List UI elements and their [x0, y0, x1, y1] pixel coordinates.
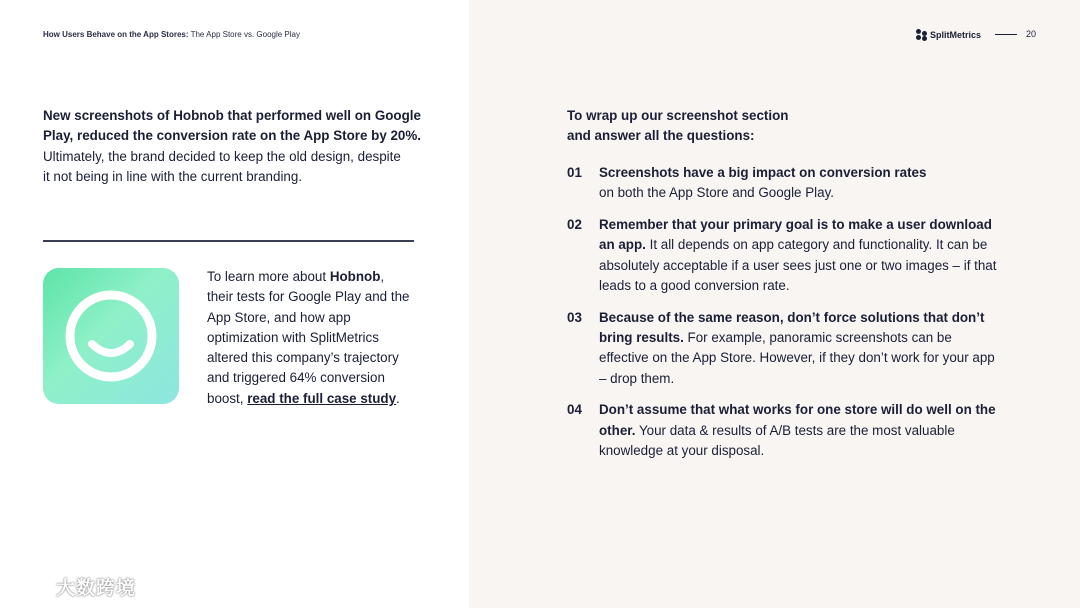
wrap-up-title-line: To wrap up our screenshot section: [567, 108, 789, 123]
header-divider: [995, 34, 1017, 35]
intro-paragraph: [43, 106, 423, 187]
takeaway-heading: Because of the same reason, don’t force solutions that don’t bring results.: [599, 309, 985, 346]
promo-text: , their tests for Google Play and the App Store, and how app optimization with SplitMetrics altered this company’s trajectory and triggered 64% conversion boost,: [207, 269, 410, 406]
takeaway-text: on both the App Store and Google Play.: [599, 185, 835, 201]
takeaway-text: Your data & results of A/B tests are the most valuable knowledge at your disposal.: [599, 422, 955, 459]
intro-bold-line: New screenshots of Hobnob that performed well on Google: [43, 108, 421, 123]
watermark-text: 大数跨境: [56, 578, 137, 599]
brand: [916, 27, 981, 43]
takeaway-text: For example, panoramic screenshots can be effective on the App Store. However, if they don’t work for your app – drop them.: [599, 330, 995, 386]
intro-line: Ultimately, the brand decided to keep the old design, despite: [43, 148, 401, 164]
takeaway-item: [567, 163, 997, 204]
case-study-promo: [207, 267, 412, 409]
takeaway-number: 04: [567, 402, 582, 418]
takeaway-number: 01: [567, 165, 582, 180]
promo-end: .: [396, 390, 400, 406]
splitmetrics-logo-icon: [916, 29, 927, 41]
promo-brand: Hobnob: [329, 269, 381, 284]
breadcrumb-subtitle: The App Store vs. Google Play: [190, 30, 300, 39]
takeaway-list: [567, 163, 997, 473]
wrap-up-title-line: and answer all the questions:: [567, 128, 755, 144]
watermark-logo-icon: [8, 574, 50, 600]
takeaway-heading: Screenshots have a big impact on conversion rates: [599, 165, 927, 180]
takeaway-number: 02: [567, 217, 582, 233]
breadcrumb-section: How Users Behave on the App Stores:: [43, 30, 189, 39]
takeaway-heading: Remember that your primary goal is to make a user download an app.: [599, 217, 992, 253]
brand-name: SplitMetrics: [930, 30, 982, 40]
smiley-ring-icon: [43, 268, 179, 404]
page-number: 20: [1026, 29, 1037, 39]
case-study-link[interactable]: read the full case study: [247, 390, 397, 406]
takeaway-item: [567, 215, 997, 296]
section-divider: [43, 240, 414, 242]
intro-bold-line: Play, reduced the conversion rate on the App Store by 20%.: [43, 128, 422, 144]
takeaway-item: [567, 308, 997, 389]
promo-text: To learn more about: [207, 269, 330, 284]
takeaway-number: 03: [567, 309, 582, 325]
takeaway-item: [567, 400, 997, 461]
intro-line: it not being in line with the current branding.: [43, 168, 303, 184]
hobnob-app-icon: [43, 268, 179, 404]
takeaway-text: It all depends on app category and functionality. It can be absolutely acceptable if a user sees just one or two images – if that leads to a good conversion rate.: [599, 237, 997, 293]
watermark: [8, 573, 136, 600]
wrap-up-title: [567, 106, 867, 147]
takeaway-heading: Don’t assume that what works for one store will do well on the other.: [599, 402, 996, 438]
breadcrumb: [43, 30, 300, 39]
